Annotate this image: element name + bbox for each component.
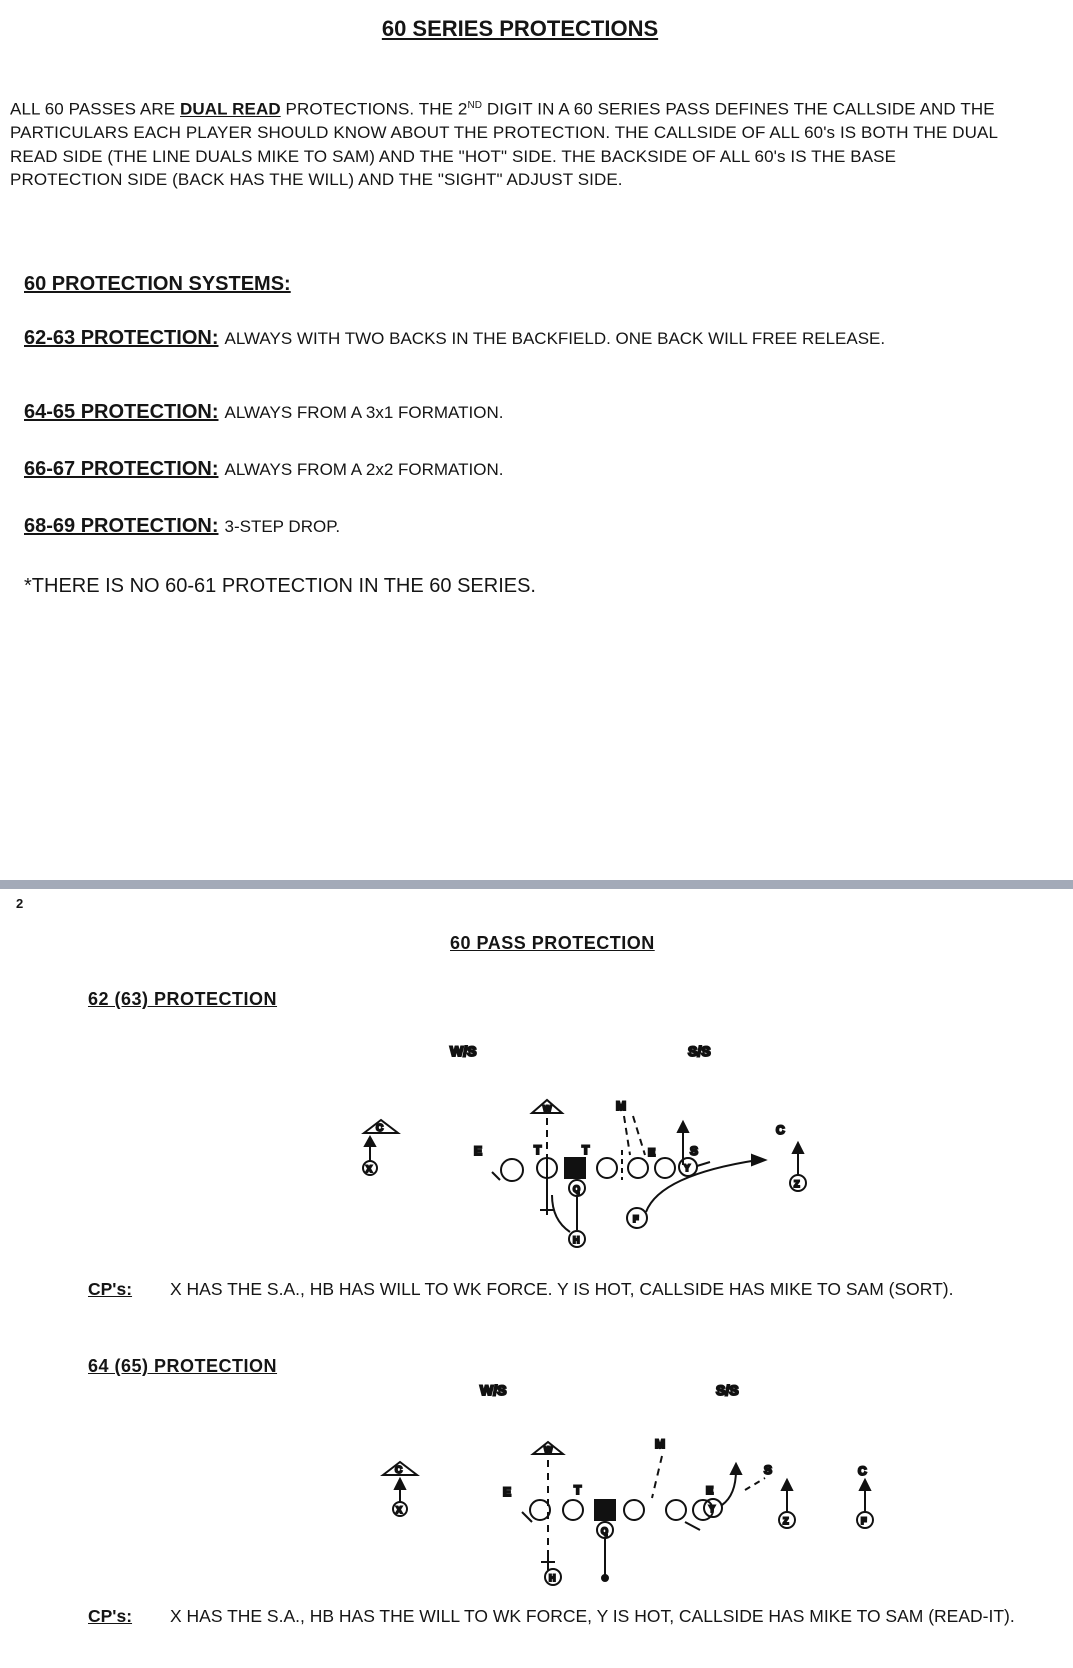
footnote: *THERE IS NO 60-61 PROTECTION IN THE 60 SERIES. [24, 575, 536, 597]
c-left-label: C [376, 1123, 384, 1134]
svg-text:H: H [573, 1235, 580, 1245]
svg-text:X: X [366, 1164, 373, 1174]
svg-text:W/S: W/S [480, 1382, 507, 1398]
svg-text:X: X [396, 1505, 403, 1515]
intro-paragraph: ALL 60 PASSES ARE DUAL READ PROTECTIONS. THE 2ND DIGIT IN A 60 SERIES PASS DEFINES THE CALLSIDE AND THE PARTICULARS EACH PLAYER SHOULD KNOW ABOUT THE PROTECTION. THE CALLSIDE OF ALL 60's IS BOTH THE DUAL READ SIDE (THE LINE DUALS MIKE TO SAM) AND THE "HOT" SIDE. THE BACKSIDE OF ALL 60's IS THE BASE PROTECTION SIDE (BACK HAS THE WILL) AND THE "SIGHT" ADJUST SIDE. [10, 99, 998, 190]
svg-text:S: S [690, 1144, 699, 1158]
svg-text:T: T [534, 1143, 542, 1157]
svg-text:C: C [395, 1465, 403, 1476]
svg-text:Y: Y [684, 1163, 691, 1173]
svg-text:E: E [706, 1485, 714, 1497]
svg-text:C: C [776, 1123, 785, 1137]
svg-text:S: S [764, 1463, 773, 1477]
right-tackle [666, 1500, 686, 1520]
svg-text:Q: Q [573, 1184, 581, 1194]
right-guard [624, 1500, 644, 1520]
protection-62-63: 62-63 PROTECTION: ALWAYS WITH TWO BACKS IN THE BACKFIELD. ONE BACK WILL FREE RELEASE. [24, 327, 886, 349]
left-end [530, 1500, 550, 1520]
page-number: 2 [16, 896, 24, 911]
svg-text:W: W [544, 1445, 553, 1455]
svg-text:Z: Z [783, 1516, 789, 1526]
section-title: 60 PASS PROTECTION [450, 933, 655, 953]
heading-62-63: 62 (63) PROTECTION [88, 989, 278, 1009]
cp-notes-64: CP's: X HAS THE S.A., HB HAS THE WILL TO WK FORCE, Y IS HOT, CALLSIDE HAS MIKE TO SAM (READ-IT). [88, 1606, 1015, 1626]
svg-text:Q: Q [601, 1526, 609, 1536]
protection-66-67: 66-67 PROTECTION: ALWAYS FROM A 2x2 FORMATION. [24, 458, 504, 480]
center [595, 1500, 615, 1520]
svg-text:W: W [543, 1104, 552, 1114]
page-title: 60 SERIES PROTECTIONS [381, 16, 659, 41]
svg-text:M: M [655, 1437, 665, 1451]
ss-label: S/S [688, 1043, 711, 1059]
svg-text:E: E [648, 1147, 656, 1159]
svg-text:E: E [474, 1144, 483, 1158]
svg-text:M: M [616, 1099, 626, 1113]
heading-64-65: 64 (65) PROTECTION [88, 1356, 278, 1376]
left-tackle [563, 1500, 583, 1520]
svg-text:F: F [633, 1214, 639, 1224]
systems-heading: 60 PROTECTION SYSTEMS: [24, 273, 291, 295]
protection-68-69: 68-69 PROTECTION: 3-STEP DROP. [24, 515, 341, 537]
svg-text:Z: Z [794, 1179, 800, 1189]
svg-text:C: C [858, 1464, 867, 1478]
svg-text:S/S: S/S [716, 1382, 739, 1398]
svg-text:H: H [549, 1573, 556, 1583]
svg-text:F: F [861, 1516, 867, 1526]
svg-text:Y: Y [709, 1504, 716, 1514]
dual-read-emphasis: DUAL READ [180, 99, 281, 119]
cp-notes-62: CP's: X HAS THE S.A., HB HAS WILL TO WK FORCE. Y IS HOT, CALLSIDE HAS MIKE TO SAM (SORT). [88, 1279, 954, 1299]
svg-text:T: T [582, 1143, 590, 1157]
ws-label: W/S [450, 1043, 477, 1059]
svg-text:T: T [574, 1483, 582, 1497]
svg-text:E: E [503, 1485, 512, 1499]
protection-64-65: 64-65 PROTECTION: ALWAYS FROM A 3x1 FORMATION. [24, 401, 504, 423]
